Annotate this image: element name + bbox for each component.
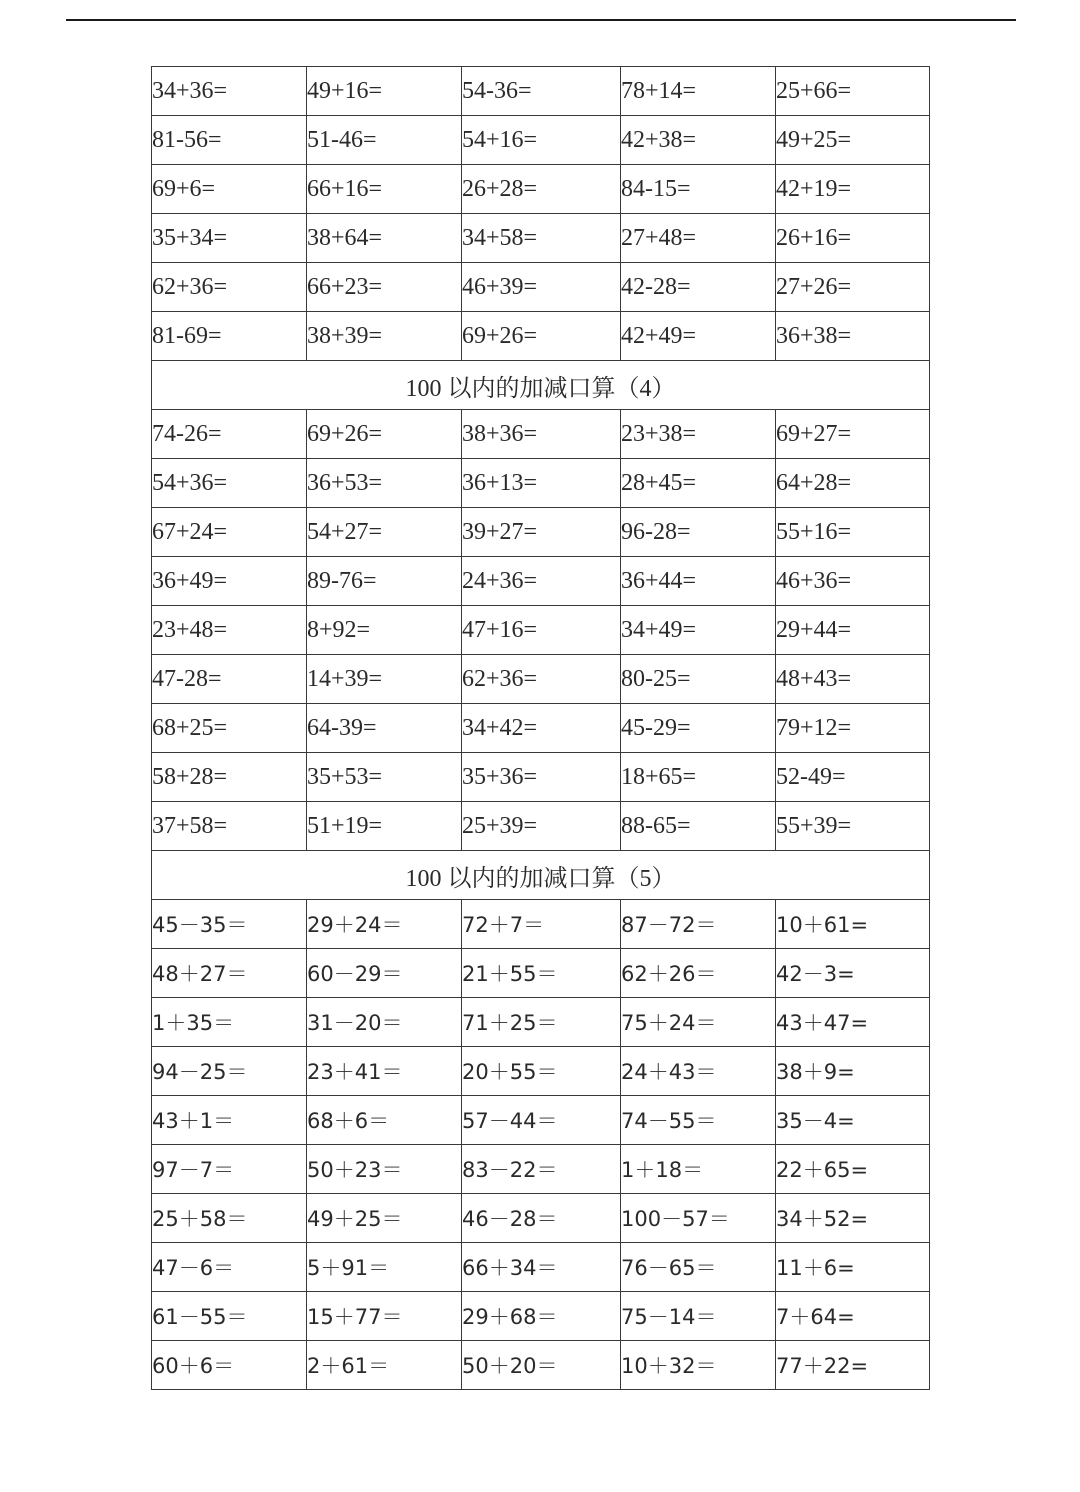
problem-cell: 80-25= [621,655,776,704]
problem-cell: 46+36= [776,557,930,606]
problem-cell: 62+36= [462,655,621,704]
problem-cell: 48＋27＝ [152,949,307,998]
problem-cell: 83－22＝ [462,1145,621,1194]
problem-cell: 50＋20＝ [462,1341,621,1390]
table-row [152,1096,930,1145]
problem-cell: 35+34= [152,214,307,263]
problem-cell: 49+16= [307,67,462,116]
problem-cell: 69+26= [462,312,621,361]
problem-cell: 27+26= [776,263,930,312]
arithmetic-worksheet-table [151,66,930,1390]
problem-cell: 66+16= [307,165,462,214]
problem-cell: 58+28= [152,753,307,802]
problem-cell: 24＋43＝ [621,1047,776,1096]
problem-cell: 66＋34＝ [462,1243,621,1292]
problem-cell: 31－20＝ [307,998,462,1047]
problem-cell: 14+39= [307,655,462,704]
problem-cell: 62＋26＝ [621,949,776,998]
problem-cell: 62+36= [152,263,307,312]
table-row [152,214,930,263]
problem-cell: 21＋55＝ [462,949,621,998]
table-row [152,116,930,165]
problem-cell: 10＋61= [776,900,930,949]
problem-cell: 24+36= [462,557,621,606]
problem-cell: 42+49= [621,312,776,361]
table-row [152,998,930,1047]
problem-cell: 81-56= [152,116,307,165]
problem-cell: 46－28＝ [462,1194,621,1243]
problem-cell: 97－7＝ [152,1145,307,1194]
table-row [152,655,930,704]
problem-cell: 47－6＝ [152,1243,307,1292]
problem-cell: 26+16= [776,214,930,263]
section-title-row [152,361,930,410]
problem-cell: 35+36= [462,753,621,802]
problem-cell: 60＋6＝ [152,1341,307,1390]
problem-cell: 36+38= [776,312,930,361]
problem-cell: 42-28= [621,263,776,312]
problem-cell: 75－14＝ [621,1292,776,1341]
problem-cell: 45-29= [621,704,776,753]
problem-cell: 52-49= [776,753,930,802]
problem-cell: 77＋22= [776,1341,930,1390]
problem-cell: 18+65= [621,753,776,802]
worksheet-body [152,67,930,1390]
problem-cell: 48+43= [776,655,930,704]
problem-cell: 1＋35＝ [152,998,307,1047]
problem-cell: 34+49= [621,606,776,655]
problem-cell: 60－29＝ [307,949,462,998]
table-row [152,165,930,214]
table-row [152,900,930,949]
table-row [152,557,930,606]
problem-cell: 57－44＝ [462,1096,621,1145]
problem-cell: 47-28= [152,655,307,704]
problem-cell: 1＋18＝ [621,1145,776,1194]
table-row [152,263,930,312]
problem-cell: 34+42= [462,704,621,753]
problem-cell: 76－65＝ [621,1243,776,1292]
problem-cell: 36+13= [462,459,621,508]
problem-cell: 49＋25＝ [307,1194,462,1243]
problem-cell: 35+53= [307,753,462,802]
problem-cell: 75＋24＝ [621,998,776,1047]
problem-cell: 25+66= [776,67,930,116]
table-row [152,67,930,116]
problem-cell: 27+48= [621,214,776,263]
problem-cell: 23＋41＝ [307,1047,462,1096]
problem-cell: 35－4= [776,1096,930,1145]
table-row [152,606,930,655]
problem-cell: 88-65= [621,802,776,851]
table-row [152,704,930,753]
problem-cell: 11＋6= [776,1243,930,1292]
table-row [152,1145,930,1194]
problem-cell: 64-39= [307,704,462,753]
problem-cell: 72＋7＝ [462,900,621,949]
problem-cell: 49+25= [776,116,930,165]
problem-cell: 68＋6＝ [307,1096,462,1145]
problem-cell: 25+39= [462,802,621,851]
table-row [152,949,930,998]
problem-cell: 25＋58＝ [152,1194,307,1243]
problem-cell: 71＋25＝ [462,998,621,1047]
problem-cell: 36+44= [621,557,776,606]
problem-cell: 67+24= [152,508,307,557]
problem-cell: 36+49= [152,557,307,606]
problem-cell: 50＋23＝ [307,1145,462,1194]
problem-cell: 10＋32＝ [621,1341,776,1390]
section-title: 100 以内的加减口算（4） [152,361,930,410]
problem-cell: 64+28= [776,459,930,508]
problem-cell: 51+19= [307,802,462,851]
problem-cell: 26+28= [462,165,621,214]
problem-cell: 23+48= [152,606,307,655]
problem-cell: 7＋64= [776,1292,930,1341]
problem-cell: 68+25= [152,704,307,753]
table-row [152,1292,930,1341]
problem-cell: 87－72＝ [621,900,776,949]
problem-cell: 55+39= [776,802,930,851]
problem-cell: 55+16= [776,508,930,557]
header-rule [66,19,1016,21]
problem-cell: 89-76= [307,557,462,606]
problem-cell: 39+27= [462,508,621,557]
problem-cell: 54-36= [462,67,621,116]
problem-cell: 34+36= [152,67,307,116]
problem-cell: 42+19= [776,165,930,214]
problem-cell: 47+16= [462,606,621,655]
problem-cell: 2＋61＝ [307,1341,462,1390]
problem-cell: 100－57＝ [621,1194,776,1243]
table-row [152,508,930,557]
table-row [152,1341,930,1390]
section-title-row [152,851,930,900]
problem-cell: 28+45= [621,459,776,508]
problem-cell: 38+39= [307,312,462,361]
table-row [152,1047,930,1096]
problem-cell: 20＋55＝ [462,1047,621,1096]
problem-cell: 45－35＝ [152,900,307,949]
table-row [152,753,930,802]
problem-cell: 74-26= [152,410,307,459]
problem-cell: 29+44= [776,606,930,655]
problem-cell: 34＋52= [776,1194,930,1243]
problem-cell: 22＋65= [776,1145,930,1194]
problem-cell: 5＋91＝ [307,1243,462,1292]
problem-cell: 51-46= [307,116,462,165]
problem-cell: 29＋68＝ [462,1292,621,1341]
problem-cell: 96-28= [621,508,776,557]
table-row [152,410,930,459]
problem-cell: 38＋9= [776,1047,930,1096]
table-row [152,1243,930,1292]
problem-cell: 37+58= [152,802,307,851]
problem-cell: 29＋24＝ [307,900,462,949]
problem-cell: 38+64= [307,214,462,263]
problem-cell: 78+14= [621,67,776,116]
table-row [152,459,930,508]
table-row [152,1194,930,1243]
problem-cell: 54+27= [307,508,462,557]
problem-cell: 61－55＝ [152,1292,307,1341]
problem-cell: 43＋47= [776,998,930,1047]
problem-cell: 94－25＝ [152,1047,307,1096]
problem-cell: 54+36= [152,459,307,508]
problem-cell: 8+92= [307,606,462,655]
problem-cell: 69+6= [152,165,307,214]
problem-cell: 74－55＝ [621,1096,776,1145]
problem-cell: 81-69= [152,312,307,361]
table-row [152,312,930,361]
problem-cell: 69+26= [307,410,462,459]
problem-cell: 42－3= [776,949,930,998]
problem-cell: 43＋1＝ [152,1096,307,1145]
problem-cell: 36+53= [307,459,462,508]
problem-cell: 54+16= [462,116,621,165]
problem-cell: 46+39= [462,263,621,312]
problem-cell: 42+38= [621,116,776,165]
table-row [152,802,930,851]
problem-cell: 34+58= [462,214,621,263]
problem-cell: 15＋77＝ [307,1292,462,1341]
problem-cell: 66+23= [307,263,462,312]
section-title: 100 以内的加减口算（5） [152,851,930,900]
problem-cell: 79+12= [776,704,930,753]
problem-cell: 23+38= [621,410,776,459]
problem-cell: 38+36= [462,410,621,459]
problem-cell: 69+27= [776,410,930,459]
problem-cell: 84-15= [621,165,776,214]
